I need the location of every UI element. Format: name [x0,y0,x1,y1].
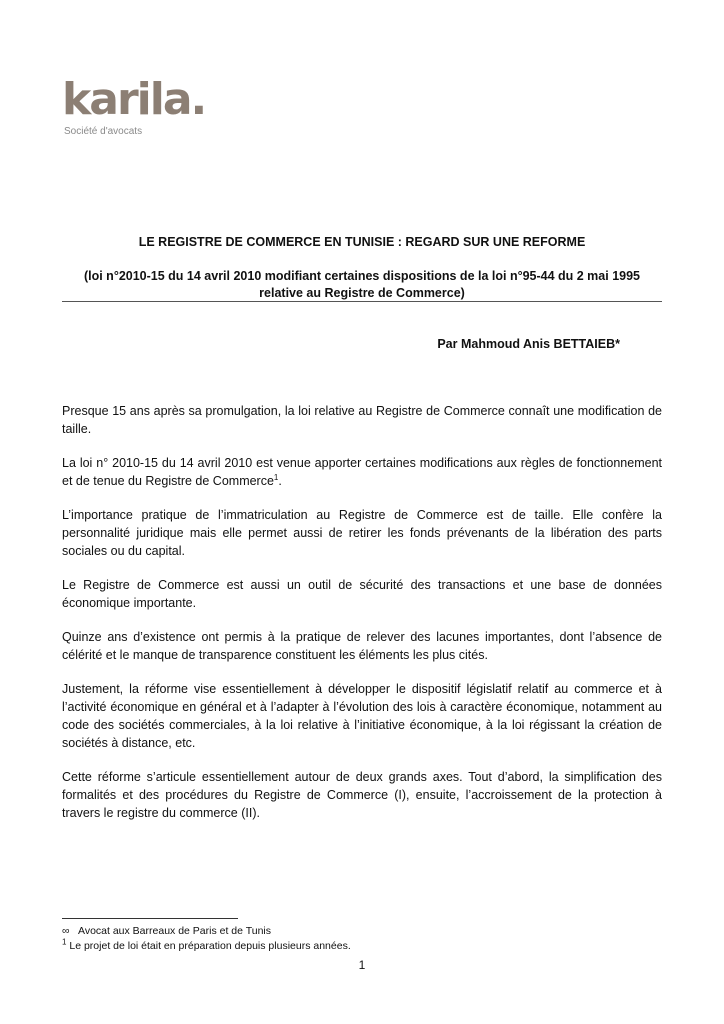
footnote-author-mark: ∞ [62,925,70,937]
subtitle-line-1: (loi n°2010-15 du 14 avril 2010 modifiant certaines dispositions de la loi n°95-44 du 2 mai 1995 [83,269,641,283]
logo-wordmark: karila. [62,74,206,125]
paragraph-4: Le Registre de Commerce est aussi un outil de sécurité des transactions et une base de données économique importante. [62,578,662,610]
document-subtitle [62,268,662,302]
firm-logo [62,74,222,146]
footnote-separator [62,918,238,919]
footnotes [62,924,662,954]
footnote-1-text: Le projet de loi était en préparation depuis plusieurs années. [69,940,351,952]
footnote-ref-1[interactable]: 1 [273,472,279,482]
paragraph-2-text: La loi n° 2010-15 du 14 avril 2010 est venue apporter certaines modifications aux règles de fonctionnement et de tenue du Registre de Commerce [62,456,662,488]
title-divider [62,301,662,302]
footnote-author [62,924,662,939]
document-body [62,402,662,838]
subtitle-line-2: relative au Registre de Commerce) [259,286,465,300]
author-line: Par Mahmoud Anis BETTAIEB* [437,337,620,351]
footnote-1 [62,939,662,954]
paragraph-1: Presque 15 ans après sa promulgation, la loi relative au Registre de Commerce connaît une modification de taille. [62,404,662,436]
logo-tagline: Société d'avocats [64,126,143,137]
paragraph-2 [62,454,662,490]
paragraph-7: Cette réforme s’articule essentiellement autour de deux grands axes. Tout d’abord, la simplification des formalités et des procédures du Registre de Commerce (I), ensuite, l’accroissement de la protection à travers le registre du commerce (II). [62,770,662,820]
page-number: 1 [358,958,366,972]
paragraph-3: L’importance pratique de l’immatriculation au Registre de Commerce est de taille. Elle confère la personnalité juridique mais elle permet aussi de retirer les fonds prévenants de la libération des parts sociales ou du capital. [62,508,662,558]
footnote-author-text: Avocat aux Barreaux de Paris et de Tunis [78,925,271,937]
paragraph-2-end: . [278,474,282,488]
footnote-1-mark: 1 [62,937,67,947]
paragraph-6: Justement, la réforme vise essentiellement à développer le dispositif législatif relatif au commerce et à l’activité économique en général et à l’adapter à l’évolution des lois à caractère économique, notamment au code des sociétés commerciales, à la loi relative à l’initiative économique, à la loi régissant la création de sociétés à distance, etc. [62,682,662,750]
paragraph-5: Quinze ans d’existence ont permis à la pratique de relever des lacunes importantes, dont l’absence de célérité et le manque de transparence constituent les éléments les plus cités. [62,630,662,662]
document-title: LE REGISTRE DE COMMERCE EN TUNISIE : REGARD SUR UNE REFORME [138,235,586,249]
